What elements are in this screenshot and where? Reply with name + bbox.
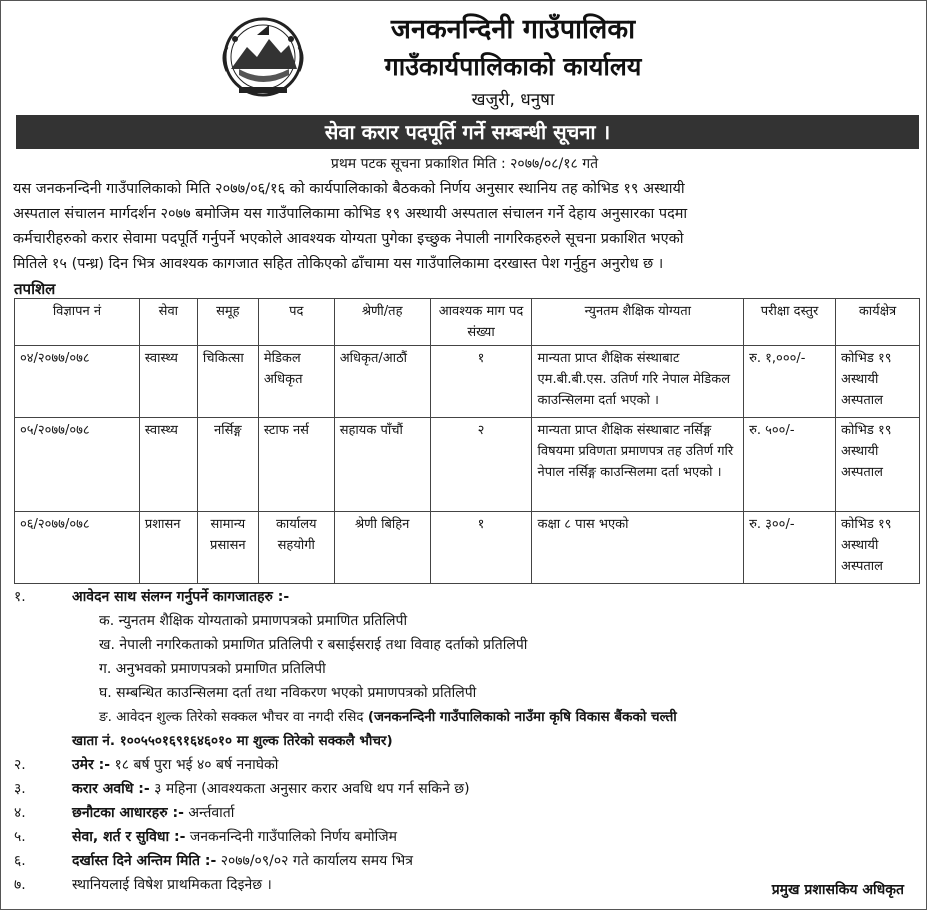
item-label: सेवा, शर्त र सुविधा :- xyxy=(72,829,186,845)
col-header: श्रेणी/तह xyxy=(334,299,430,346)
cell: स्वास्थ्य xyxy=(139,346,197,418)
col-header: विज्ञापन नं xyxy=(15,299,140,346)
table-row xyxy=(15,512,920,584)
cell: ०४/२०७७/०७८ xyxy=(15,346,140,418)
intro-line: अस्पताल संचालन मार्गदर्शन २०७७ बमोजिम यस गाउँपालिकामा कोभिड १९ अस्थायी अस्पताल संचालन गर्ने देहाय अनुसारका पदमा xyxy=(13,206,688,222)
item-text: ३ महिना (आवश्यकता अनुसार करार अवधि थप गर्न सकिने छ) xyxy=(154,781,470,797)
cell: सहायक पाँचौं xyxy=(334,418,430,512)
item-text: स्थानियलाई विषेश प्राथमिकता दिइनेछ । xyxy=(72,877,272,893)
item-label: उमेर :- xyxy=(72,757,111,773)
cell: अधिकृत/आठौं xyxy=(334,346,430,418)
cell: स्वास्थ्य xyxy=(139,418,197,512)
col-header: परीक्षा दस्तुर xyxy=(744,299,836,346)
cell: प्रशासन xyxy=(139,512,197,584)
municipality-title: जनकनन्दिनी गाउँपालिका xyxy=(390,14,636,45)
item-number: ६. xyxy=(14,853,26,869)
signature-title: प्रमुख प्रशासकिय अधिकृत xyxy=(771,882,904,898)
col-header: आवश्यक माग पद संख्या xyxy=(430,299,532,346)
cell: रु. १,०००/- xyxy=(744,346,836,418)
col-header: न्युनतम शैक्षिक योग्यता xyxy=(532,299,744,346)
item-number: ३. xyxy=(14,781,26,797)
cell: मेडिकल अधिकृत xyxy=(258,346,334,418)
cell: १ xyxy=(430,512,532,584)
cell: कोभिड १९ अस्थायी अस्पताल xyxy=(836,418,920,512)
cell: ०६/२०७७/०७८ xyxy=(15,512,140,584)
cell: स्टाफ नर्स xyxy=(258,418,334,512)
item-number: ४. xyxy=(14,805,26,821)
cell: कक्षा ८ पास भएको xyxy=(532,512,744,584)
bank-account-number: खाता नं. १००५५०१६९१६४६०१० मा शुल्क तिरेको सक्कलै भौचर) xyxy=(72,733,393,749)
cell: श्रेणी बिहिन xyxy=(334,512,430,584)
cell: नर्सिङ्ग xyxy=(197,418,258,512)
cell: ०५/२०७७/०७८ xyxy=(15,418,140,512)
bank-account-note: (जनकनन्दिनी गाउँपालिकाको नाउँमा कृषि विकास बैंकको चल्ती xyxy=(367,709,677,725)
col-header: कार्यक्षेत्र xyxy=(836,299,920,346)
office-address: खजुरी, धनुषा xyxy=(471,90,555,110)
nepal-emblem-icon xyxy=(217,13,309,99)
fee-receipt-text: ङ. आवेदन शुल्क तिरेको सक्कल भौचर वा नगदी रसिद xyxy=(99,709,364,725)
notice-banner: सेवा करार पदपूर्ति गर्ने सम्बन्धी सूचना । xyxy=(16,115,919,149)
cell: २ xyxy=(430,418,532,512)
intro-paragraph xyxy=(13,177,919,277)
table-header-row xyxy=(15,299,920,346)
intro-line: कर्मचारीहरुको करार सेवामा पदपूर्ति गर्नुपर्ने भएकोले आवश्यक योग्यता पुगेका इच्छुक नेपाली नागरिकहरुले सूचना प्रकाशित भएको xyxy=(13,231,684,247)
col-header: पद xyxy=(258,299,334,346)
item-text: अर्न्तवार्ता xyxy=(188,805,235,821)
col-header: सेवा xyxy=(139,299,197,346)
cell: कार्यालय सहयोगी xyxy=(258,512,334,584)
document-subitem xyxy=(99,707,677,725)
item-label: आवेदन साथ संलग्न गर्नुपर्ने कागजातहरु :- xyxy=(72,589,290,605)
cell: रु. ३००/- xyxy=(744,512,836,584)
document-subitem: घ. सम्बन्धित काउन्सिलमा दर्ता तथा नविकरण भएको प्रमाणपत्रको प्रतिलिपी xyxy=(99,685,477,701)
item-label: करार अवधि :- xyxy=(72,781,150,797)
item-number: ५. xyxy=(14,829,26,845)
intro-line: यस जनकनन्दिनी गाउँपालिकाको मिति २०७७/०६/१६ को कार्यपालिकाको बैठकको निर्णय अनुसार स्थानिय तह कोभिड १९ अस्थायी xyxy=(13,181,685,197)
intro-line: मितिले १५ (पन्ध्र) दिन भित्र आवश्यक कागजात सहित तोकिएको ढाँचामा यस गाउँपालिकामा दरखास्त पेश गर्नुहुन अनुरोध छ । xyxy=(13,256,664,272)
table-title: तपशिल xyxy=(14,280,56,298)
document-subitem: क. न्युनतम शैक्षिक योग्यताको प्रमाणपत्रको प्रमाणित प्रतिलिपी xyxy=(99,613,408,629)
cell: सामान्य प्रसासन xyxy=(197,512,258,584)
item-text: जनकनन्दिनी गाउँपालिको निर्णय बमोजिम xyxy=(189,829,397,845)
item-text: १८ बर्ष पुरा भई ४० बर्ष ननाघेको xyxy=(114,757,279,773)
cell: मान्यता प्राप्त शैक्षिक संस्थाबाट नर्सिङ्ग विषयमा प्रविणता प्रमाणपत्र तह उतिर्ण गरि नेपाल नर्सिङ्ग काउन्सिलमा दर्ता भएको । xyxy=(532,418,744,512)
table-row xyxy=(15,346,920,418)
table-row xyxy=(15,418,920,512)
cell: चिकित्सा xyxy=(197,346,258,418)
cell: कोभिड १९ अस्थायी अस्पताल xyxy=(836,512,920,584)
vacancy-table xyxy=(14,298,920,584)
document-subitem: ख. नेपाली नगरिकताको प्रमाणित प्रतिलिपी र बसाईसराई तथा विवाह दर्ताको प्रतिलिपी xyxy=(99,637,528,653)
cell: कोभिड १९ अस्थायी अस्पताल xyxy=(836,346,920,418)
item-number: १. xyxy=(14,589,26,605)
item-number: २. xyxy=(14,757,26,773)
item-label: छनौटका आधारहरु :- xyxy=(72,805,184,821)
cell: रु. ५००/- xyxy=(744,418,836,512)
item-text: २०७७/०९/०२ गते कार्यालय समय भित्र xyxy=(220,853,413,869)
item-number: ७. xyxy=(14,877,26,893)
item-label: दर्खास्त दिने अन्तिम मिति :- xyxy=(72,853,217,869)
cell: मान्यता प्राप्त शैक्षिक संस्थाबाट एम.बी.बी.एस. उतिर्ण गरि नेपाल मेडिकल काउन्सिलमा दर्ता भएको । xyxy=(532,346,744,418)
office-title: गाउँकार्यपालिकाको कार्यालय xyxy=(384,52,642,81)
publish-date: प्रथम पटक सूचना प्रकाशित मिति : २०७७/०८/१८ गते xyxy=(330,156,599,172)
document-subitem: ग. अनुभवको प्रमाणपत्रको प्रमाणित प्रतिलिपी xyxy=(99,661,326,677)
cell: १ xyxy=(430,346,532,418)
col-header: समूह xyxy=(197,299,258,346)
